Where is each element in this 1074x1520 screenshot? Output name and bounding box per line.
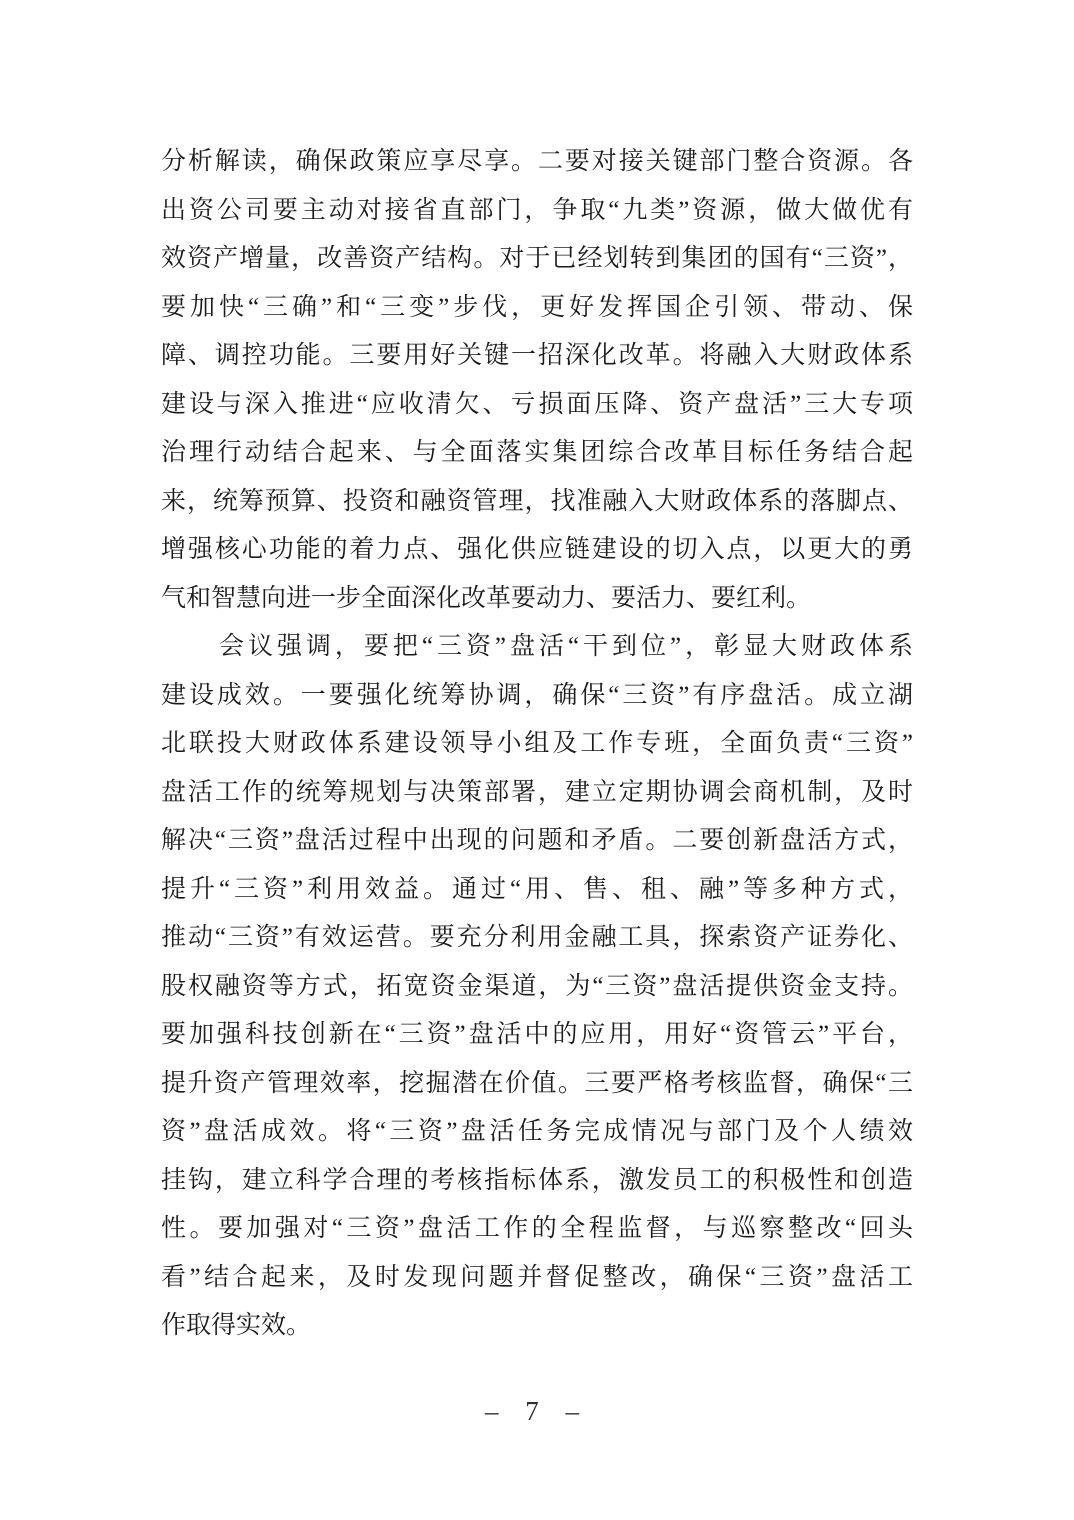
document-body [161,138,913,1351]
text-line: 建设成效。一要强化统筹协调，确保“三资”有序盘活。成立湖 [161,681,913,709]
text-line: 障、调控功能。三要用好关键一招深化改革。将融入大财政体系 [161,342,913,369]
text-line: 提升资产管理效率，挖掘潜在价值。三要严格考核监督，确保“三 [161,1069,913,1097]
text-line: 挂钩，建立科学合理的考核指标体系，激发员工的积极性和创造 [161,1166,913,1194]
text-line: 气和智慧向进一步全面深化改革要动力、要活力、要红利。 [161,584,812,612]
text-line: 效资产增量，改善资产结构。对于已经划转到集团的国有“三资”， [161,245,913,272]
text-line: 推动“三资”有效运营。要充分利用金融工具，探索资产证券化、 [161,924,913,951]
text-line: 看”结合起来，及时发现问题并督促整改，确保“三资”盘活工 [161,1263,913,1291]
text-line: 作取得实效。 [161,1312,312,1339]
text-line: 提升“三资”利用效益。通过“用、售、租、融”等多种方式， [161,875,913,903]
text-line: 来，统筹预算、投资和融资管理，找准融入大财政体系的落脚点、 [161,487,913,515]
text-line: 出资公司要主动对接省直部门，争取“九类”资源，做大做优有 [161,196,913,224]
text-line: 要加强科技创新在“三资”盘活中的应用，用好“资管云”平台， [161,1021,913,1048]
page-footer [0,1396,1074,1427]
text-line: 增强核心功能的着力点、强化供应链建设的切入点，以更大的勇 [161,536,913,563]
text-line: 盘活工作的统筹规划与决策部署，建立定期协调会商机制，及时 [161,778,913,806]
text-line: 股权融资等方式，拓宽资金渠道，为“三资”盘活提供资金支持。 [161,972,913,1000]
text-line: 性。要加强对“三资”盘活工作的全程监督，与巡察整改“回头 [161,1215,913,1242]
text-line: 分析解读，确保政策应享尽享。二要对接关键部门整合资源。各 [161,148,913,175]
paragraph [161,623,913,1351]
text-line: 建设与深入推进“应收清欠、亏损面压降、资产盘活”三大专项 [161,390,913,418]
text-line: 资”盘活成效。将“三资”盘活任务完成情况与部门及个人绩效 [161,1118,913,1145]
page-number: – 7 – [485,1396,589,1426]
text-line: 解决“三资”盘活过程中出现的问题和矛盾。二要创新盘活方式， [161,827,913,854]
text-line: 治理行动结合起来、与全面落实集团综合改革目标任务结合起 [161,439,913,466]
paragraph [161,138,913,623]
text-line: 会议强调，要把“三资”盘活“干到位”，彰显大财政体系 [161,633,913,660]
text-line: 北联投大财政体系建设领导小组及工作专班，全面负责“三资” [161,730,913,757]
text-line: 要加快“三确”和“三变”步伐，更好发挥国企引领、带动、保 [161,293,913,321]
